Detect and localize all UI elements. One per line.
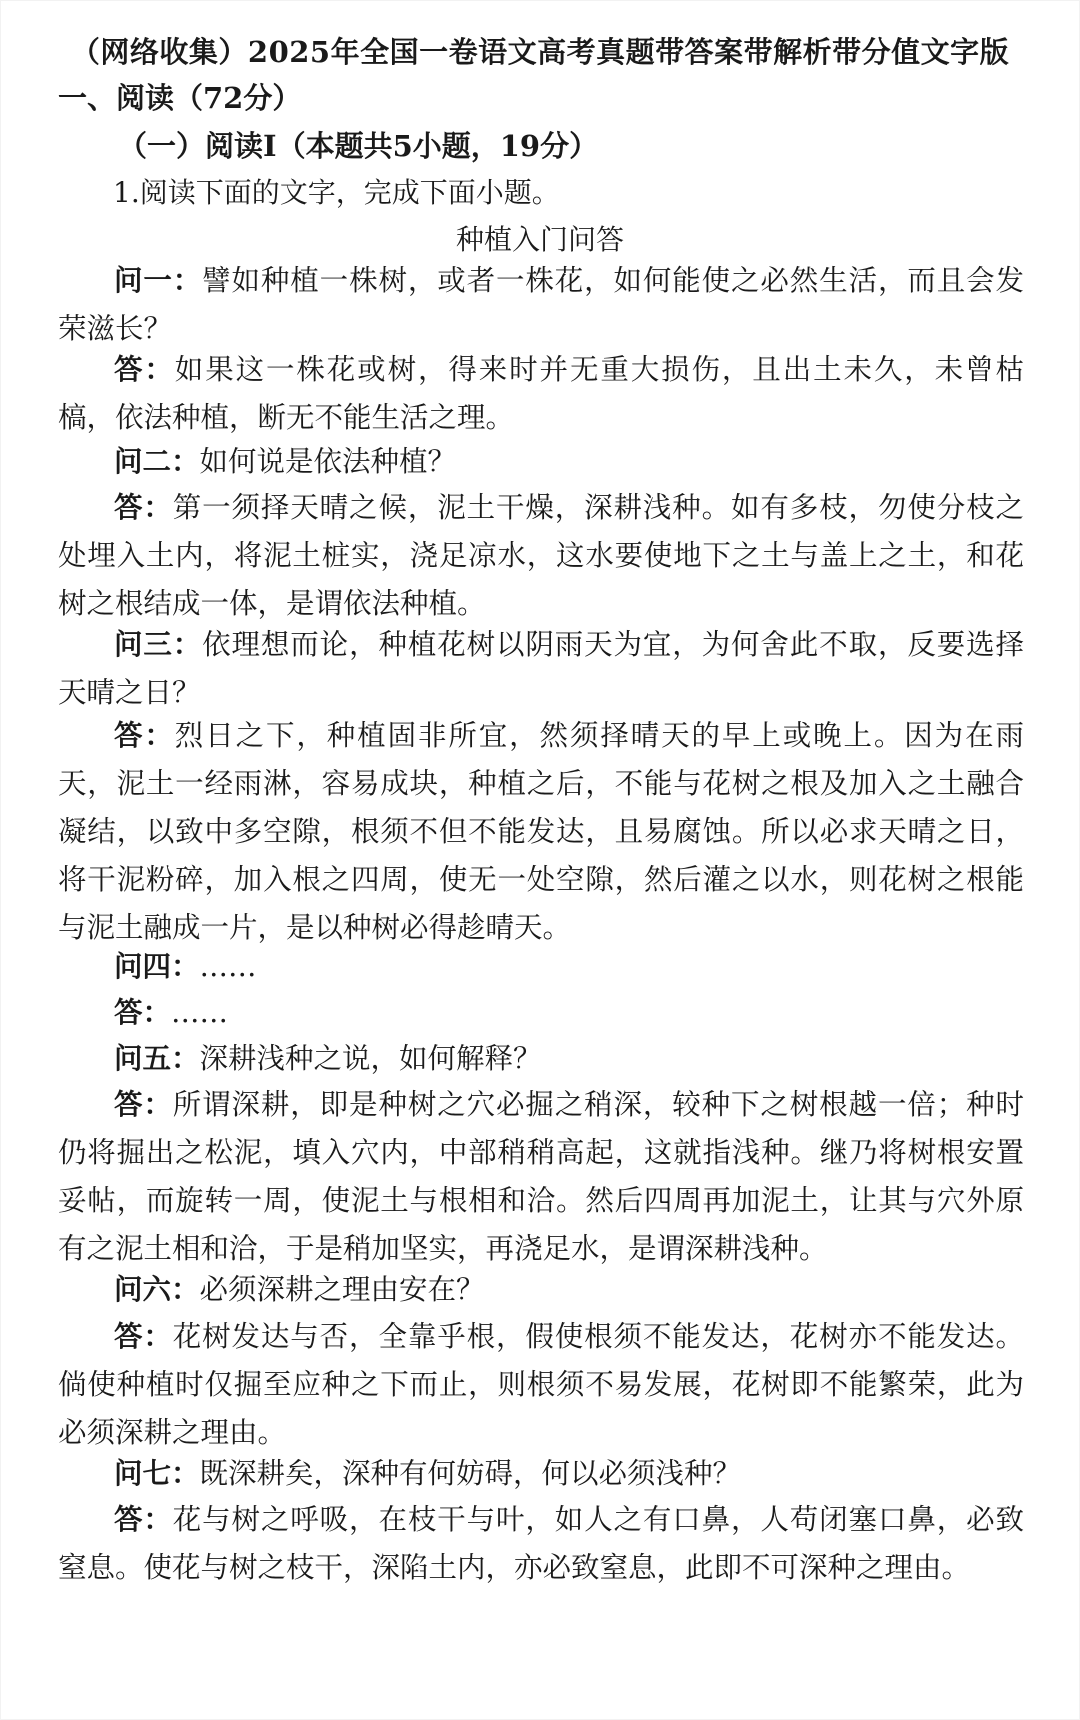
qa-text: 如何说是依法种植？	[199, 445, 457, 478]
qa-label: 答：	[114, 352, 175, 386]
qa-label: 答：	[114, 490, 173, 524]
qa-entry-a1	[58, 345, 1024, 442]
qa-label: 问二：	[114, 444, 200, 478]
qa-label: 答：	[114, 995, 172, 1029]
qa-entry-q2	[58, 437, 1024, 486]
section-heading: 一、阅读（72分）	[58, 81, 302, 115]
qa-entry-a7	[58, 1495, 1024, 1592]
qa-text: 深耕浅种之说，如何解释？	[199, 1042, 542, 1075]
qa-text: 第一须择天晴之候，泥土干燥，深耕浅种。如有多枝，勿使分枝之处埋入土内，将泥土桩实，浇足凉水，这水要使地下之土与盖上之土，和花树之根结成一体，是谓依法种植。	[58, 491, 1024, 620]
qa-entry-a6	[58, 1312, 1024, 1457]
qa-entry-a2	[58, 483, 1024, 628]
passage-title: 种植入门问答	[455, 223, 624, 256]
qa-text: 依理想而论，种植花树以阴雨天为宜，为何舍此不取，反要选择天晴之日？	[58, 628, 1024, 709]
qa-text: 花与树之呼吸，在枝干与叶，如人之有口鼻，人苟闭塞口鼻，必致窒息。使花与树之枝干，深陷土内，亦必致窒息，此即不可深种之理由。	[58, 1503, 1024, 1584]
qa-label: 问七：	[114, 1456, 200, 1490]
qa-entry-a3	[58, 711, 1024, 952]
qa-label: 答：	[114, 1502, 173, 1536]
qa-label: 问六：	[114, 1272, 200, 1306]
qa-text: 如果这一株花或树，得来时并无重大损伤，且出土未久，未曾枯槁，依法种植，断无不能生活之理。	[58, 353, 1024, 434]
qa-entry-q1	[58, 256, 1024, 353]
qa-entry-q7	[58, 1449, 1024, 1498]
qa-label: 问四：	[114, 949, 200, 983]
document-title: （网络收集）2025年全国一卷语文高考真题带答案带解析带分值文字版	[70, 35, 1010, 69]
qa-entry-a5	[58, 1080, 1024, 1273]
qa-text: 既深耕矣，深种有何妨碍，何以必须浅种？	[199, 1457, 742, 1490]
qa-text: 必须深耕之理由安在？	[199, 1273, 485, 1306]
qa-label: 答：	[114, 1087, 173, 1121]
qa-entry-a4	[58, 988, 1024, 1037]
qa-text: ……	[171, 996, 229, 1029]
qa-label: 问一：	[114, 263, 203, 297]
qa-label: 答：	[114, 1319, 173, 1353]
qa-entry-q4	[58, 942, 1024, 991]
qa-text: 花树发达与否，全靠乎根，假使根须不能发达，花树亦不能发达。倘使种植时仅掘至应种之下而止，则根须不易发展，花树即不能繁荣，此为必须深耕之理由。	[58, 1320, 1024, 1449]
qa-entry-q3	[58, 620, 1024, 717]
qa-text: 烈日之下，种植固非所宜，然须择晴天的早上或晚上。因为在雨天，泥土一经雨淋，容易成块，种植之后，不能与花树之根及加入之土融合凝结，以致中多空隙，根须不但不能发达，且易腐蚀。所以必求天晴之日，将干泥粉碎，加入根之四周，使无一处空隙，然后灌之以水，则花树之根能与泥土融成一片，是以种树必得趁晴天。	[58, 719, 1024, 944]
qa-text: ……	[199, 950, 257, 983]
qa-label: 答：	[114, 718, 175, 752]
qa-text: 譬如种植一株树，或者一株花，如何能使之必然生活，而且会发荣滋长？	[58, 264, 1024, 345]
qa-label: 问三：	[114, 627, 203, 661]
qa-text: 所谓深耕，即是种树之穴必掘之稍深，较种下之树根越一倍；种时仍将掘出之松泥，填入穴内，中部稍稍高起，这就指浅种。继乃将树根安置妥帖，而旋转一周，使泥土与根相和洽。然后四周再加泥土，让其与穴外原有之泥土相和洽，于是稍加坚实，再浇足水，是谓深耕浅种。	[58, 1088, 1024, 1265]
qa-label: 问五：	[114, 1041, 200, 1075]
qa-entry-q5	[58, 1034, 1024, 1083]
subsection-heading: （一）阅读Ⅰ（本题共5小题，19分）	[118, 129, 599, 163]
question-instruction: 1.阅读下面的文字，完成下面小题。	[113, 176, 560, 209]
qa-entry-q6	[58, 1265, 1024, 1314]
